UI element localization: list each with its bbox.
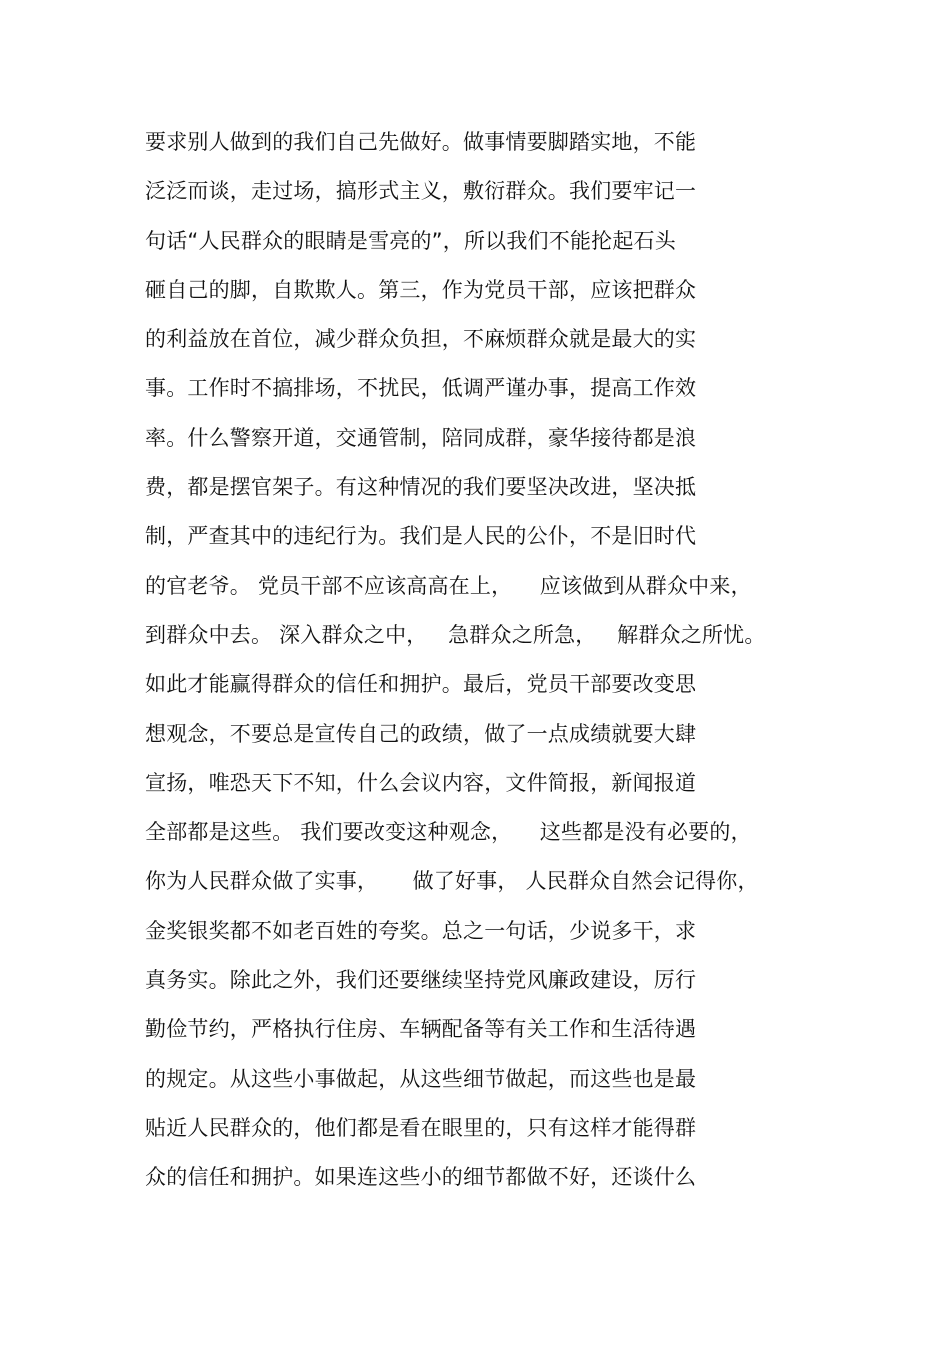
text-line: 金奖银奖都不如老百姓的夸奖。总之一句话，少说多干，求 [145,918,697,943]
text-line: 到群众中去。 深入群众之中， 急群众之所急， 解群众之所忧。 [145,622,766,647]
text-line: 砸自己的脚，自欺欺人。第三，作为党员干部，应该把群众 [145,277,697,302]
text-line: 的官老爷。 党员干部不应该高高在上， 应该做到从群众中来， [145,573,752,598]
text-line: 率。什么警察开道，交通管制，陪同成群，豪华接待都是浪 [145,425,697,450]
text-line: 真务实。除此之外，我们还要继续坚持党风廉政建设，厉行 [145,968,697,993]
text-line: 事。工作时不搞排场，不扰民，低调严谨办事，提高工作效 [145,376,697,401]
body-text [145,122,905,1207]
text-line: 制，严查其中的违纪行为。我们是人民的公仆，不是旧时代 [145,524,697,549]
text-line: 句话“人民群众的眼睛是雪亮的”，所以我们不能抡起石头 [145,228,676,253]
text-line: 宣扬，唯恐天下不知，什么会议内容，文件简报，新闻报道 [145,770,697,795]
text-line: 全部都是这些。 我们要改变这种观念， 这些都是没有必要的， [145,820,752,845]
text-line: 要求别人做到的我们自己先做好。做事情要脚踏实地，不能 [145,130,697,154]
text-line: 众的信任和拥护。如果连这些小的细节都做不好，还谈什么 [145,1165,697,1190]
text-line: 的利益放在首位，减少群众负担，不麻烦群众就是最大的实 [145,327,697,352]
text-line: 贴近人民群众的，他们都是看在眼里的，只有这样才能得群 [145,1115,697,1140]
text-line: 如此才能赢得群众的信任和拥护。最后，党员干部要改变思 [145,672,697,697]
text-line: 你为人民群众做了实事， 做了好事， 人民群众自然会记得你， [145,869,759,894]
text-line: 的规定。从这些小事做起，从这些细节做起，而这些也是最 [145,1066,697,1091]
text-line: 泛泛而谈，走过场，搞形式主义，敷衍群众。我们要牢记一 [145,179,697,204]
text-line: 想观念，不要总是宣传自己的政绩，做了一点成绩就要大肆 [145,721,697,746]
text-line: 费，都是摆官架子。有这种情况的我们要坚决改进，坚决抵 [145,475,697,500]
text-line: 勤俭节约，严格执行住房、车辆配备等有关工作和生活待遇 [145,1017,697,1042]
